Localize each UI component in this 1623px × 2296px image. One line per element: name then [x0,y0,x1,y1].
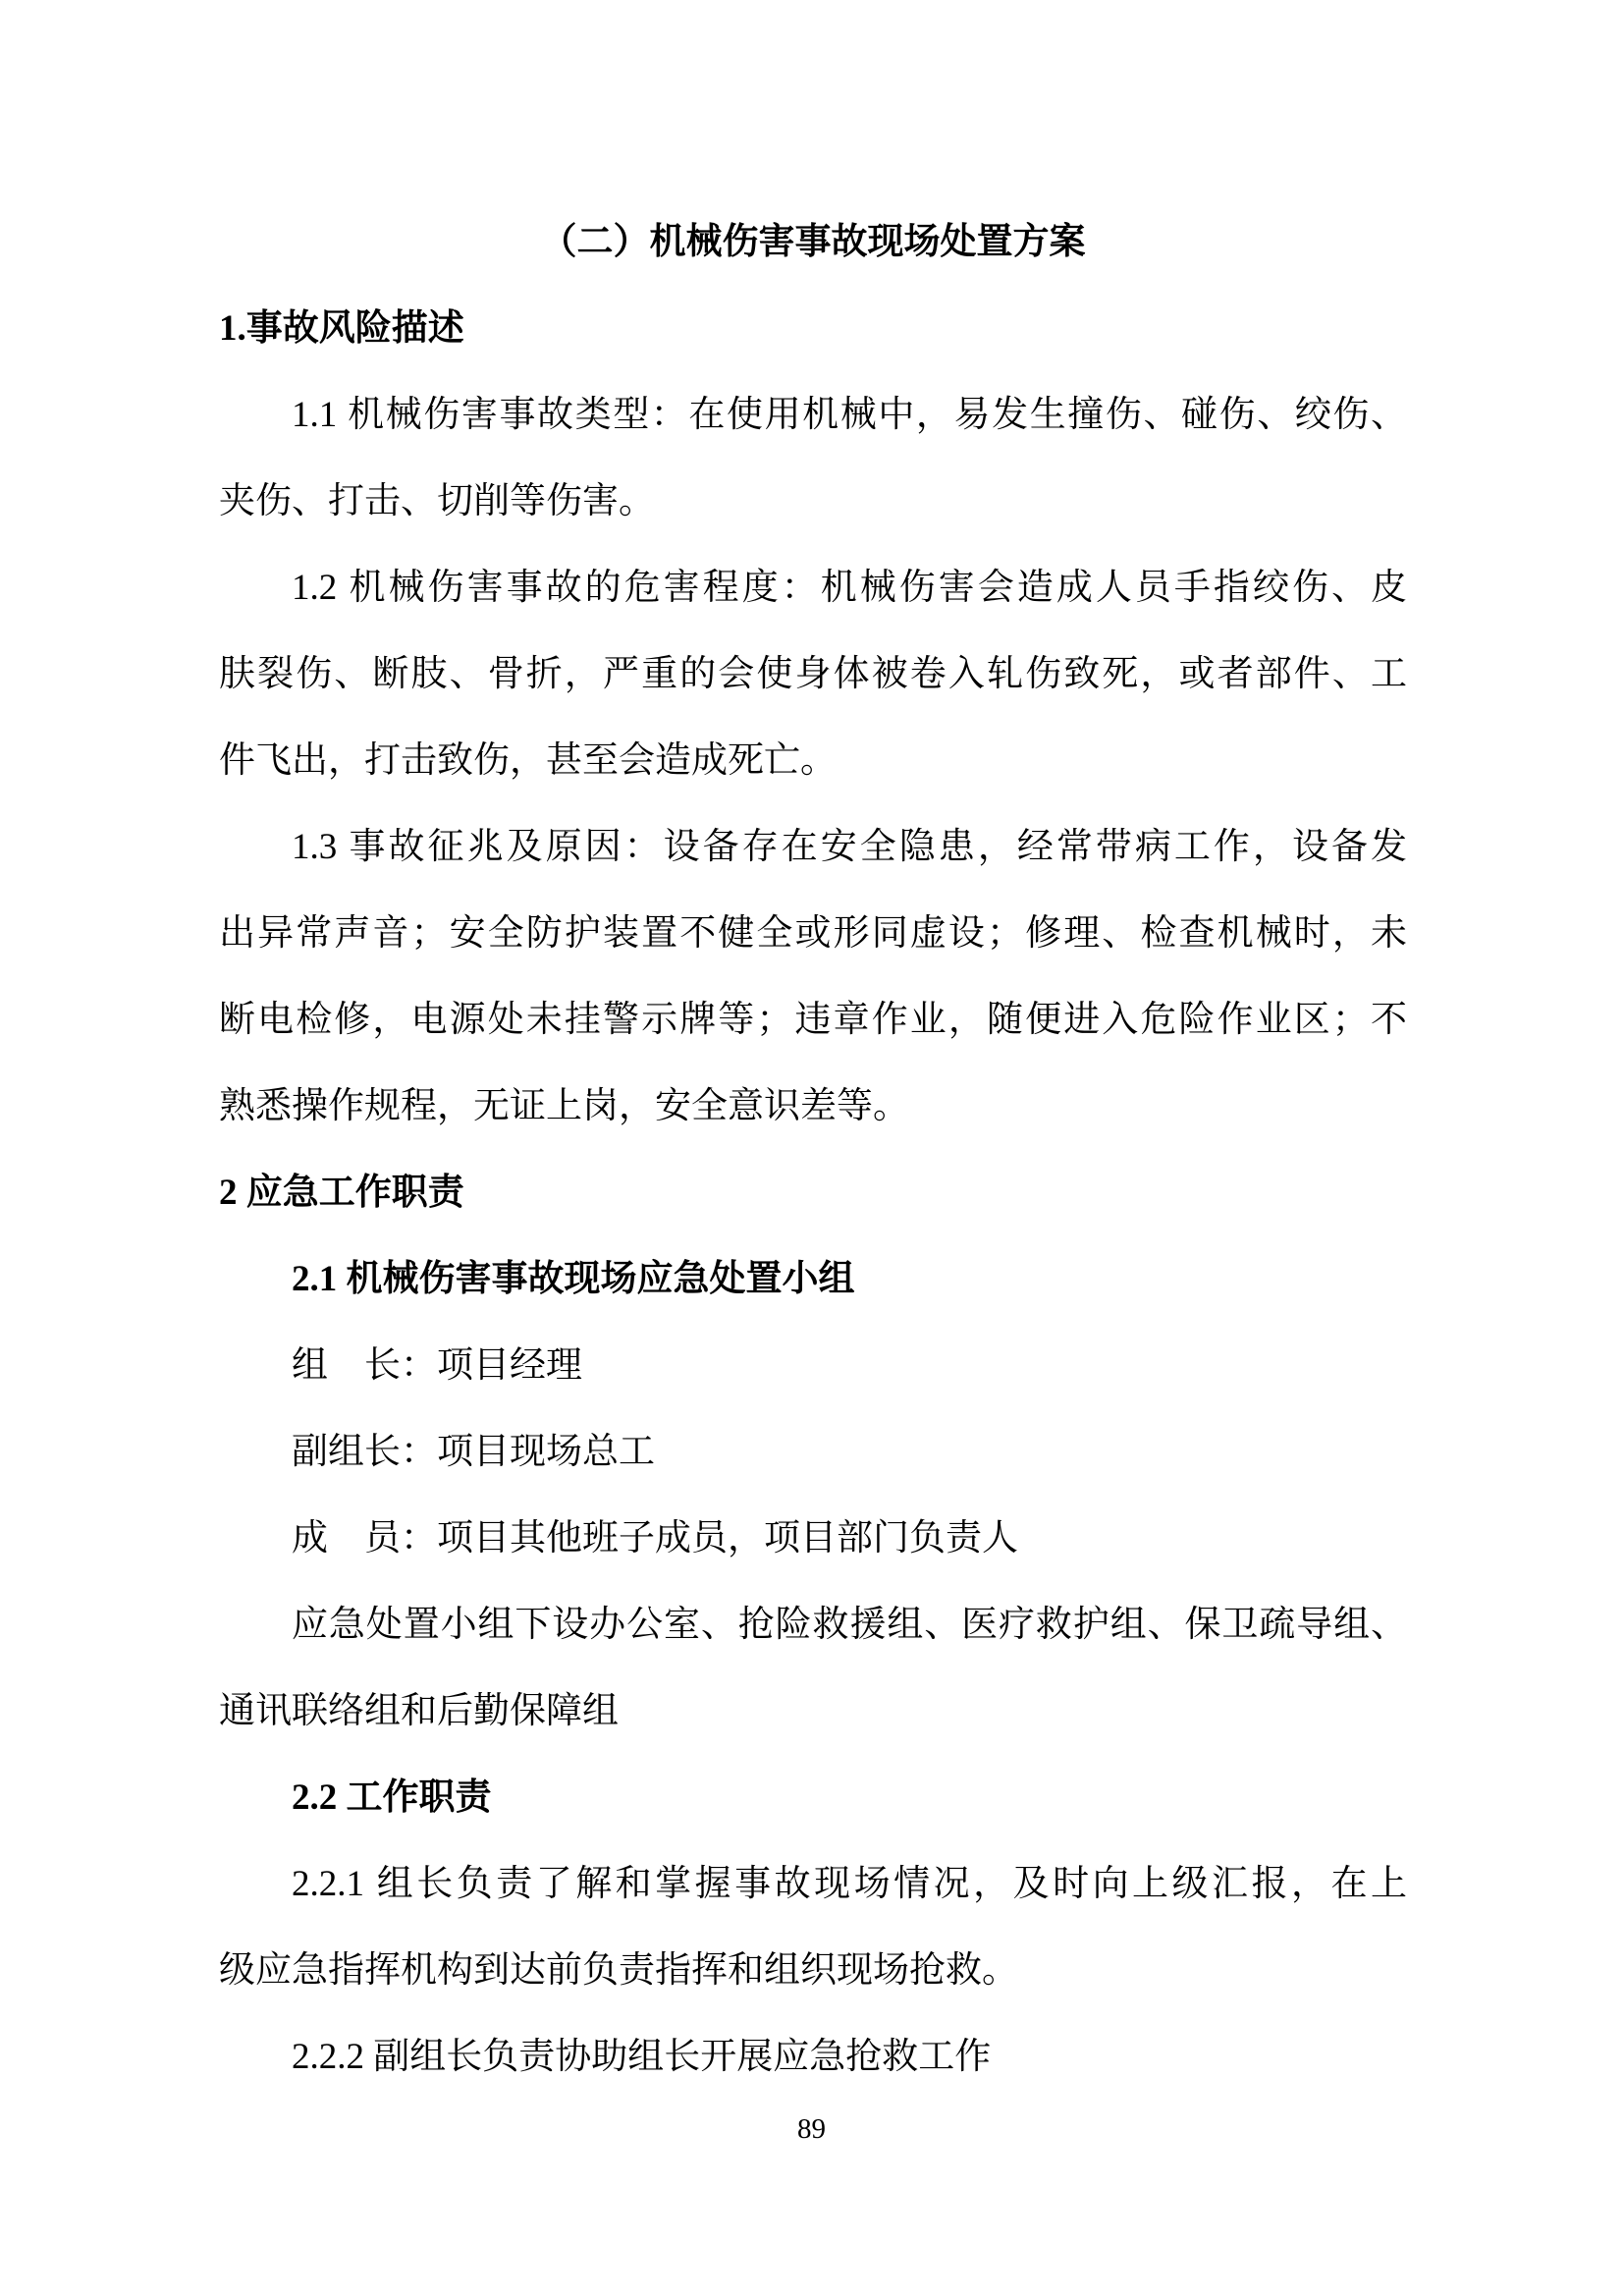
paragraph-line: 级应急指挥机构到达前负责指挥和组织现场抢救。 [219,1950,1018,1991]
paragraph-line: 件飞出，打击致伤，甚至会造成死亡。 [219,740,837,781]
doc-title: （二）机械伤害事故现场处置方案 [540,222,1086,262]
paragraph-line: 组 长：项目经理 [292,1345,582,1386]
paragraph-line: 夹伤、打击、切削等伤害。 [219,481,655,521]
paragraph-line: 2.2.2 副组长负责协助组长开展应急抢救工作 [292,2037,992,2077]
document-body [219,199,1407,2101]
paragraph-line: 成 员：项目其他班子成员，项目部门负责人 [292,1518,1018,1558]
paragraph-line: 出异常声音；安全防护装置不健全或形同虚设；修理、检查机械时，未 [219,913,1407,954]
paragraph-line: 通讯联络组和后勤保障组 [219,1691,619,1731]
paragraph-line: 1.3 事故征兆及原因：设备存在安全隐患，经常带病工作，设备发 [292,827,1407,867]
paragraph-line: 2.2.1 组长负责了解和掌握事故现场情况，及时向上级汇报，在上 [292,1864,1407,1904]
paragraph-line: 肤裂伤、断肢、骨折，严重的会使身体被卷入轧伤致死，或者部件、工 [219,654,1407,694]
paragraph-line: 1.1 机械伤害事故类型：在使用机械中，易发生撞伤、碰伤、绞伤、 [292,395,1407,435]
section-heading: 1.事故风险描述 [219,308,464,349]
section-heading: 2 应急工作职责 [219,1173,464,1213]
paragraph-line: 断电检修，电源处未挂警示牌等；违章作业，随便进入危险作业区；不 [219,1000,1407,1040]
paragraph-line: 熟悉操作规程，无证上岗，安全意识差等。 [219,1086,909,1126]
paragraph-line: 副组长：项目现场总工 [292,1432,655,1472]
paragraph-line: 1.2 机械伤害事故的危害程度：机械伤害会造成人员手指绞伤、皮 [292,568,1407,608]
page-number: 89 [797,2113,826,2145]
paragraph-line: 应急处置小组下设办公室、抢险救援组、医疗救护组、保卫疏导组、 [292,1605,1407,1645]
section-heading: 2.1 机械伤害事故现场应急处置小组 [292,1259,855,1299]
section-heading: 2.2 工作职责 [292,1777,492,1818]
